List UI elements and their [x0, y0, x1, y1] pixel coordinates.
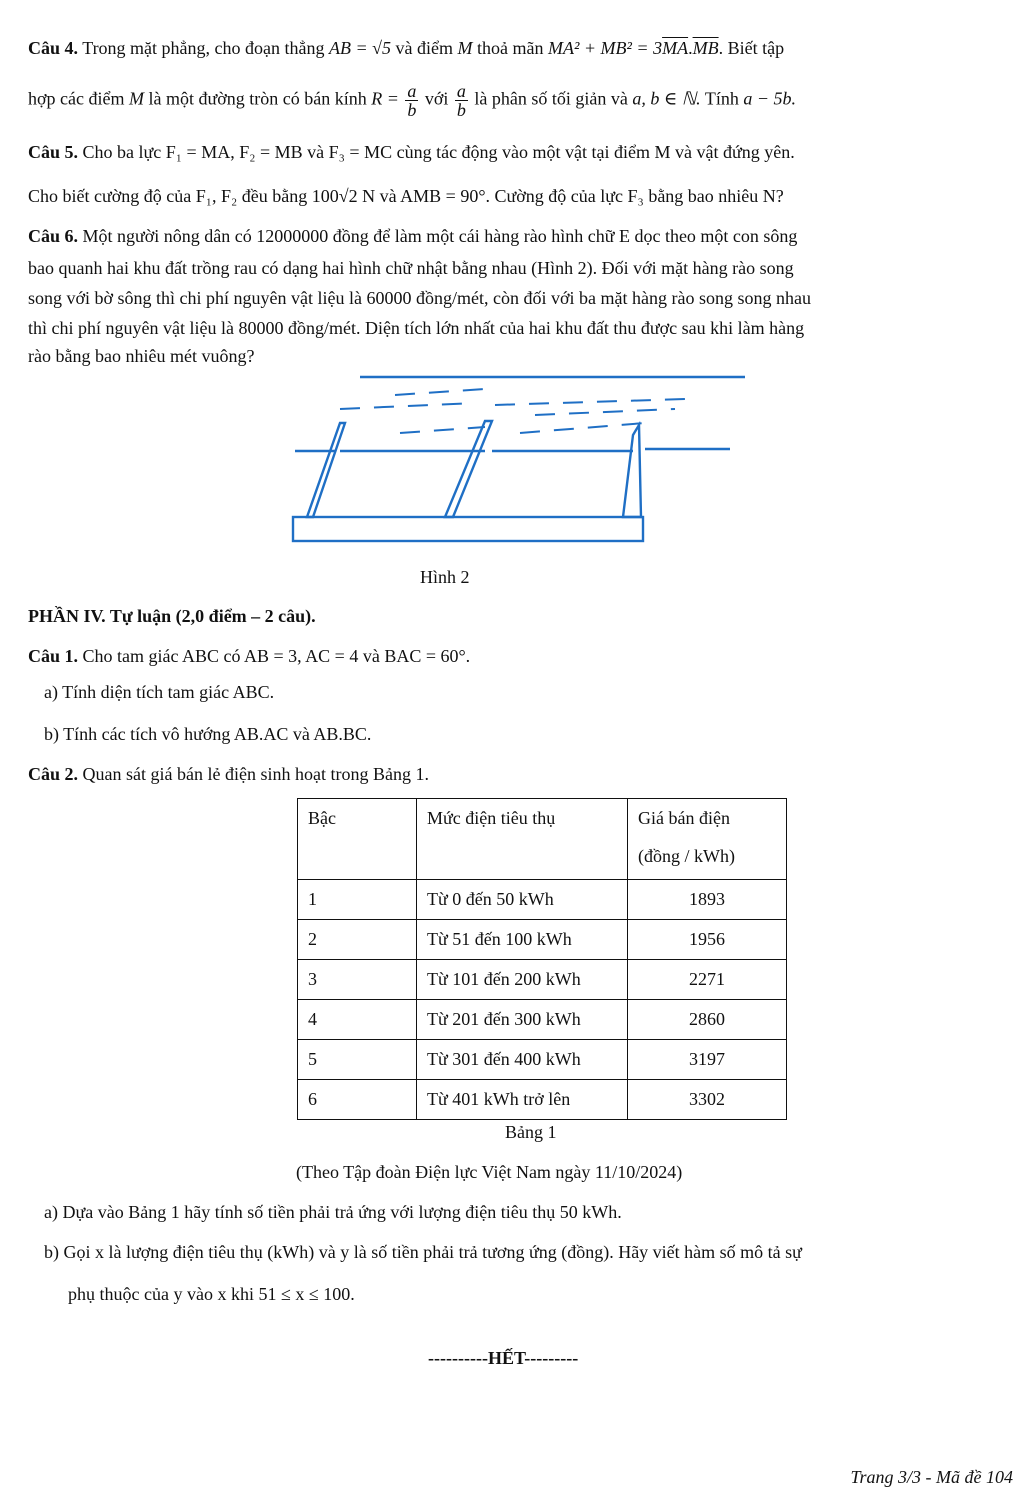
table-cell: 3 [298, 960, 417, 1000]
e1-label: Câu 1. [28, 646, 79, 666]
table-cell: Từ 301 đến 400 kWh [417, 1040, 628, 1080]
page-footer: Trang 3/3 - Mã đề 104 [850, 1467, 1013, 1487]
table-cell: Từ 51 đến 100 kWh [417, 920, 628, 960]
fraction-numerator: a [407, 81, 417, 101]
vector-ma: $\overline{MA}$ [662, 38, 689, 58]
table-cell: 6 [298, 1080, 417, 1120]
q5-text: Cho ba lực F₁ = MA, F₂ = MB và F₃ = MC cùng tác động vào một vật tại điểm M và vật đứng yên. [82, 142, 795, 162]
table-header-line: Giá bán điện [638, 808, 730, 828]
table-caption: Bảng 1 [505, 1122, 557, 1142]
table-source: (Theo Tập đoàn Điện lực Việt Nam ngày 11/10/2024) [296, 1162, 683, 1182]
table-cell: 1956 [628, 920, 787, 960]
q4-line-1: Câu 4. Trong mặt phẳng, cho đoạn thẳng AB = √5 và điểm M thoả mãn $MA^2 + MB^2 = 3\overline{MA}.\overline{MB}$. Biết tập [28, 38, 785, 58]
table-cell: 5 [298, 1040, 417, 1080]
table-header: Mức điện tiêu thụ [417, 799, 628, 880]
q4-text: là một đường tròn có bán kính [148, 88, 367, 109]
table-header: Bậc [298, 799, 417, 880]
fraction-denominator: b [456, 100, 466, 120]
q4-text: hợp các điểm [28, 88, 125, 109]
e1-part-b: b) Tính các tích vô hướng AB.AC và AB.BC. [44, 724, 372, 744]
q4-m: M [128, 88, 144, 109]
e1-part-a: a) Tính diện tích tam giác ABC. [44, 682, 275, 702]
q4-text: là phân số tối giản và [474, 88, 628, 109]
table-header-line: (đồng / kWh) [638, 846, 735, 866]
table-cell: Từ 401 kWh trở lên [417, 1080, 628, 1120]
q4-m: M [457, 38, 473, 58]
table-cell: Từ 0 đến 50 kWh [417, 880, 628, 920]
table-row [298, 1000, 787, 1040]
e2-part-b-line-2: phụ thuộc của y vào x khi 51 ≤ x ≤ 100. [68, 1284, 355, 1304]
table-cell: 2271 [628, 960, 787, 1000]
table-row [298, 920, 787, 960]
table-cell: Từ 101 đến 200 kWh [417, 960, 628, 1000]
fraction [405, 82, 418, 119]
price-table [297, 798, 787, 1120]
table-header-row [298, 799, 787, 880]
q5-text: Cho biết cường độ của F₁, F₂ đều bằng 100√2 N và AMB = 90°. Cường độ của lực F₃ bằng bao nhiêu N? [28, 186, 784, 206]
fence-figure [285, 365, 755, 550]
q4-set: a, b ∈ ℕ. [632, 88, 701, 109]
q4-text: và điểm [395, 38, 454, 58]
q6-line-1 [28, 224, 1017, 248]
q4-text: . Biết tập [718, 38, 785, 58]
q5-label: Câu 5. [28, 142, 79, 162]
q6-label: Câu 6. [28, 226, 79, 246]
fraction-denominator: b [407, 100, 417, 120]
e2-text: Quan sát giá bán lẻ điện sinh hoạt trong Bảng 1. [82, 764, 429, 784]
q6-line-3: song với bờ sông thì chi phí nguyên vật liệu là 60000 đồng/mét, còn đối với ba mặt hàng rào song song nhau [28, 288, 811, 308]
fraction [455, 82, 468, 119]
end-marker: ----------HẾT--------- [428, 1348, 579, 1368]
q4-text: Trong mặt phẳng, cho đoạn thẳng [82, 38, 325, 58]
q5-line-1 [28, 140, 1017, 164]
e2-line [28, 762, 1017, 786]
table-row [298, 960, 787, 1000]
q4-ab: AB = √5 [329, 38, 392, 58]
table-cell: 2 [298, 920, 417, 960]
table-cell: Từ 201 đến 300 kWh [417, 1000, 628, 1040]
part4-title: PHẦN IV. Tự luận (2,0 điểm – 2 câu). [28, 606, 316, 626]
e2-label: Câu 2. [28, 764, 79, 784]
e1-line [28, 644, 1017, 668]
figure-caption: Hình 2 [420, 567, 470, 587]
fraction-numerator: a [456, 81, 466, 101]
water-waves [340, 389, 685, 433]
e2-part-b-line-1: b) Gọi x là lượng điện tiêu thụ (kWh) và y là số tiền phải trả tương ứng (đồng). Hãy viết hàm số mô tả sự [44, 1242, 802, 1262]
fence-middle-side [445, 421, 492, 517]
q4-text: thoả mãn [477, 38, 544, 58]
q6-line-2: bao quanh hai khu đất trồng rau có dạng hai hình chữ nhật bằng nhau (Hình 2). Đối với mặt hàng rào song [28, 258, 794, 278]
q6-line-4: thì chi phí nguyên vật liệu là 80000 đồng/mét. Diện tích lớn nhất của hai khu đất thu được sau khi làm hàng [28, 318, 805, 338]
table-cell: 4 [298, 1000, 417, 1040]
e2-part-a: a) Dựa vào Bảng 1 hãy tính số tiền phải trả ứng với lượng điện tiêu thụ 50 kWh. [44, 1202, 622, 1222]
table-cell: 1893 [628, 880, 787, 920]
q4-eq: MA² + MB² = 3 [548, 38, 663, 58]
table-cell: 3197 [628, 1040, 787, 1080]
table-cell: 3302 [628, 1080, 787, 1120]
q6-text: Một người nông dân có 12000000 đồng để làm một cái hàng rào hình chữ E dọc theo một con sông [82, 226, 798, 246]
e1-text: Cho tam giác ABC có AB = 3, AC = 4 và BAC = 60°. [82, 646, 471, 666]
q5-line-2 [28, 184, 1017, 208]
table-cell: 1 [298, 880, 417, 920]
q4-r: R = [371, 88, 399, 109]
fence-left-side [307, 423, 345, 517]
table-header [628, 799, 787, 880]
q4-expr: a − 5b. [743, 88, 796, 109]
fence-front [293, 517, 643, 541]
q4-text: với [424, 88, 449, 109]
q4-label: Câu 4. [28, 38, 79, 58]
q4-line-2 [28, 82, 1017, 119]
q6-line-5: rào bằng bao nhiêu mét vuông? [28, 346, 255, 366]
table-row [298, 1080, 787, 1120]
fence-right-side [623, 425, 641, 517]
table-row [298, 1040, 787, 1080]
table-cell: 2860 [628, 1000, 787, 1040]
vector-mb: $\overline{MB}$ [692, 38, 719, 58]
table-row [298, 880, 787, 920]
q4-text: Tính [704, 88, 739, 109]
